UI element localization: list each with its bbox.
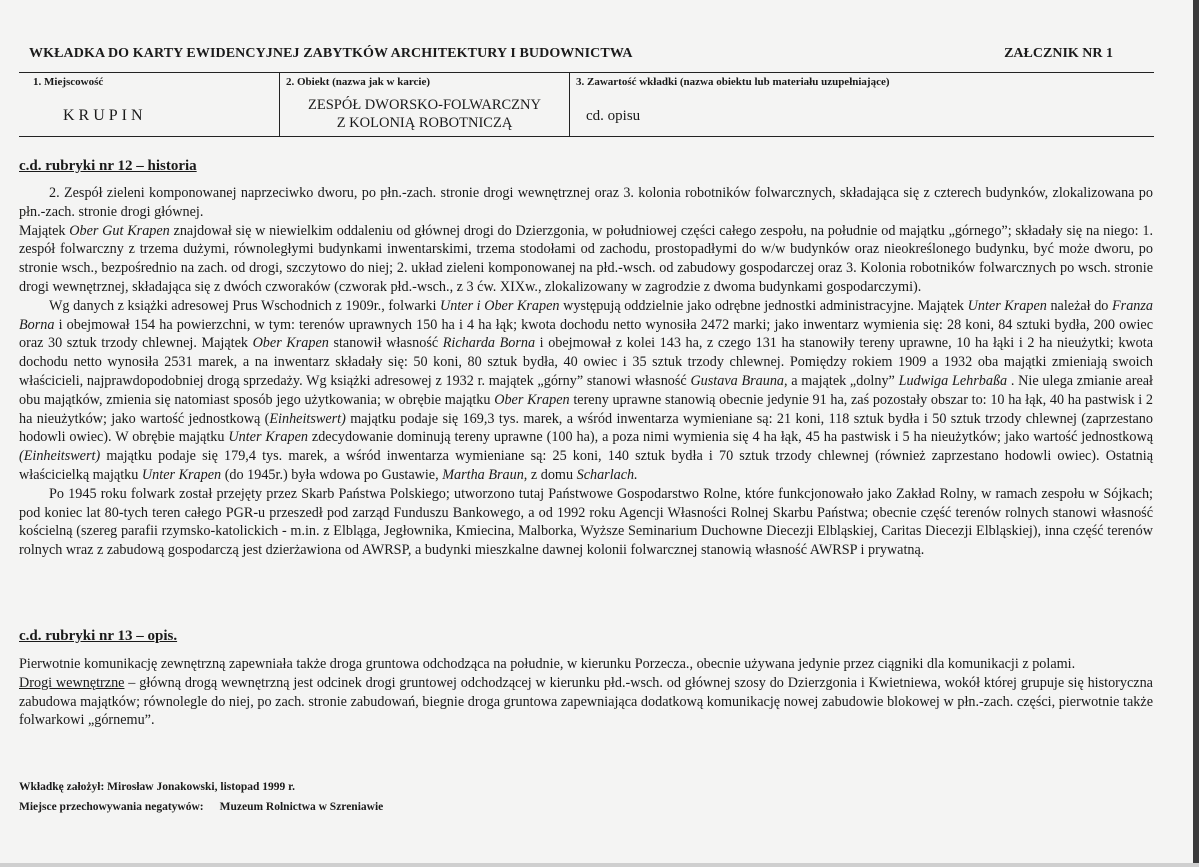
internal-roads-label: Drogi wewnętrzne	[19, 674, 125, 691]
history-paragraph-3: Wg danych z książki adresowej Prus Wschodnich z 1909r., folwarki Unter i Ober Krapen występują oddzielnie jako odrębne jednostki administracyjne. Majątek Unter Krapen należał do Franza Borna i obejmował 154 ha powierzchni, w tym: terenów uprawnych 150 ha i 4 ha łąk; kwota dochodu netto wynosiła 2472 marki; jako inwentarz wymienia się: 28 koni, 84 sztuki bydła, 200 owiec oraz 30 sztuk trzody chlewnej. Majątek Ober Krapen stanowił własność Richarda Borna i obejmował z kolei 143 ha, z czego 131 ha stanowiły tereny uprawne, 10 ha łąki i 2 ha nieużytki; kwota dochodu netto wynosiła 2531 marek, a na inwentarz składały się: 50 koni, 80 sztuk bydła, 40 owiec i 35 sztuk trzody chlewnej. Pomiędzy rokiem 1909 a 1932 oba majątki zmieniają swoich właścicieli, najprawdopodobniej drogą sprzedaży. Wg książki adresowej z 1932 r. majątek „górny” stanowi własność Gustava Brauna, a majątek „dolny” Ludwiga Lehrbaßa . Nie ulega zmianie areał obu majątków, zmienia się natomiast sposób jego użytkowania; w obrębie majątku Ober Krapen tereny uprawne stanowią obecnie jedynie 91 ha, zaś pozostały obszar to: 10 ha łąk, 40 ha pastwisk i 2 ha nieużytków; jako wartość jednostkową (Einheitswert) majątku podaje się 169,3 tys. marek, a wśród inwentarza wymieniane są: 21 koni, 118 sztuk bydła i 50 sztuk trzody chlewnej (zaprzestano hodowli owiec). W obrębie majątku Unter Krapen zdecydowanie dominują tereny uprawne (100 ha), a poza nimi wymienia się 4 ha łąk, 45 ha pastwisk i 5 ha nieużytków; jako wartość jednostkową (Einheitswert) majątku podaje się 179,4 tys. marek, a wśród inwentarza wymieniane są: 25 koni, 140 sztuk bydła i 70 sztuk trzody chlewnej (również zaprzestano hodowli owiec). Ostatnią właścicielką majątku Unter Krapen (do 1945r.) była wdowa po Gustawie, Martha Braun, z domu Scharlach.	[19, 297, 1154, 483]
scan-edge-bottom	[0, 863, 1199, 867]
object-value-line2: Z KOLONIĄ ROBOTNICZĄ	[336, 115, 513, 131]
locality-label: 1. Miejscowość	[33, 76, 104, 88]
document-title: WKŁADKA DO KARTY EWIDENCYJNEJ ZABYTKÓW ARCHITEKTURY I BUDOWNICTWA	[29, 46, 633, 61]
object-value-line1: ZESPÓŁ DWORSKO-FOLWARCZNY	[308, 97, 541, 113]
section-12-body	[19, 184, 1153, 560]
locality-cell	[19, 73, 278, 136]
author-note: Wkładkę założył: Mirosław Jonakowski, listopad 1999 r.	[19, 781, 296, 793]
history-paragraph-1: 2. Zespół zieleni komponowanej naprzeciwko dworu, po płn.-zach. stronie drogi wewnętrznej oraz 3. kolonia robotników folwarcznych, składająca się z czterech budynków, zlokalizowana po płn.-zach. stronie drogi głównej.	[19, 185, 1153, 220]
content-label: 3. Zawartość wkładki (nazwa obiektu lub materiału uzupełniające)	[576, 76, 890, 88]
content-cell	[569, 73, 1155, 136]
section-12-heading: c.d. rubryki nr 12 – historia	[19, 158, 197, 174]
description-paragraph-2: Drogi wewnętrzne – główną drogą wewnętrzną jest odcinek drogi gruntowej odchodzącej w kierunku płd.-wsch. od głównej szosy do Dzierzgonia i Kwietniewa, wokół której grupuje się historyczna zabudowa majątków; równolegle do niej, po zach. stronie zabudowań, biegnie droga gruntowa zapewniająca dodatkową komunikację nowej zabudowie blokowej w płn.-zach. części, pierwotnie także folwarkowi „górnemu”.	[19, 674, 1153, 729]
record-fields-table	[19, 72, 1154, 137]
history-paragraph-4: Po 1945 roku folwark został przejęty przez Skarb Państwa Polskiego; utworzono tutaj Państwowe Gospodarstwo Rolne, które funkcjonowało jako Zakład Rolny, w ramach zespołu w Sójkach; pod koniec lat 80-tych teren całego PGR-u przeszedł pod zarząd Funduszu Bankowego, a od 1992 roku Agencji Własności Rolnej Skarbu Państwa; obecnie część terenów rolnych stanowi własność kościelną (szereg parafii rzymsko-katolickich - m.in. z Elbląga, Jegłownika, Kmiecina, Malborka, Wyższe Seminarium Duchowne Diecezji Elbląskiej, Caritas Diecezji Elbląskiej), inna część terenów rolnych wraz z zabudową gospodarczą jest dzierżawiona od AWRSP, a budynki mieszkalne dawnej kolonii folwarcznej stanowią własność AWRSP i prywatną.	[19, 485, 1153, 559]
locality-value: KRUPIN	[63, 107, 147, 124]
annex-number: ZAŁCZNIK NR 1	[1004, 46, 1113, 61]
negatives-storage: Miejsce przechowywania negatywów: Muzeum Rolnictwa w Szreniawie	[19, 801, 384, 813]
section-13-heading: c.d. rubryki nr 13 – opis.	[19, 628, 178, 644]
object-label: 2. Obiekt (nazwa jak w karcie)	[286, 76, 431, 88]
scan-edge-right	[1193, 0, 1199, 867]
object-value	[280, 96, 569, 132]
history-paragraph-2: Majątek Ober Gut Krapen znajdował się w niewielkim oddaleniu od głównej drogi do Dzierzgonia, w południowej części całego zespołu, na południe od majątku „górnego”; składały się na niego: 1. zespół folwarczny z trzema dużymi, równoległymi budynkami inwentarskimi, trzema stodołami od zachodu, prostopadłymi do w/w budynków oraz nieokreślonego budynku, być może dworu, po stronie wsch., bezpośrednio na zach. od drogi, szczytowo do niej; 2. układ zieleni komponowanej na płd.-wsch. od zabudowy gospodarczej oraz 3. Kolonia robotników folwarcznych po wsch. stronie drogi wewnętrznej, składająca się z dwóch czworaków (czworak płd.-wsch., z 3 ćw. XIXw., zlokalizowany w zagrodzie z dwoma budynkami gospodarczymi).	[19, 222, 1153, 295]
description-paragraph-1: Pierwotnie komunikację zewnętrzną zapewniała także droga gruntowa odchodząca na południe, w kierunku Porzecza., obecnie używana jedynie przez ciągniki dla komunikacji z polami.	[19, 656, 1076, 672]
content-value: cd. opisu	[586, 108, 641, 124]
object-cell	[279, 73, 569, 136]
section-13-body	[19, 655, 1153, 730]
